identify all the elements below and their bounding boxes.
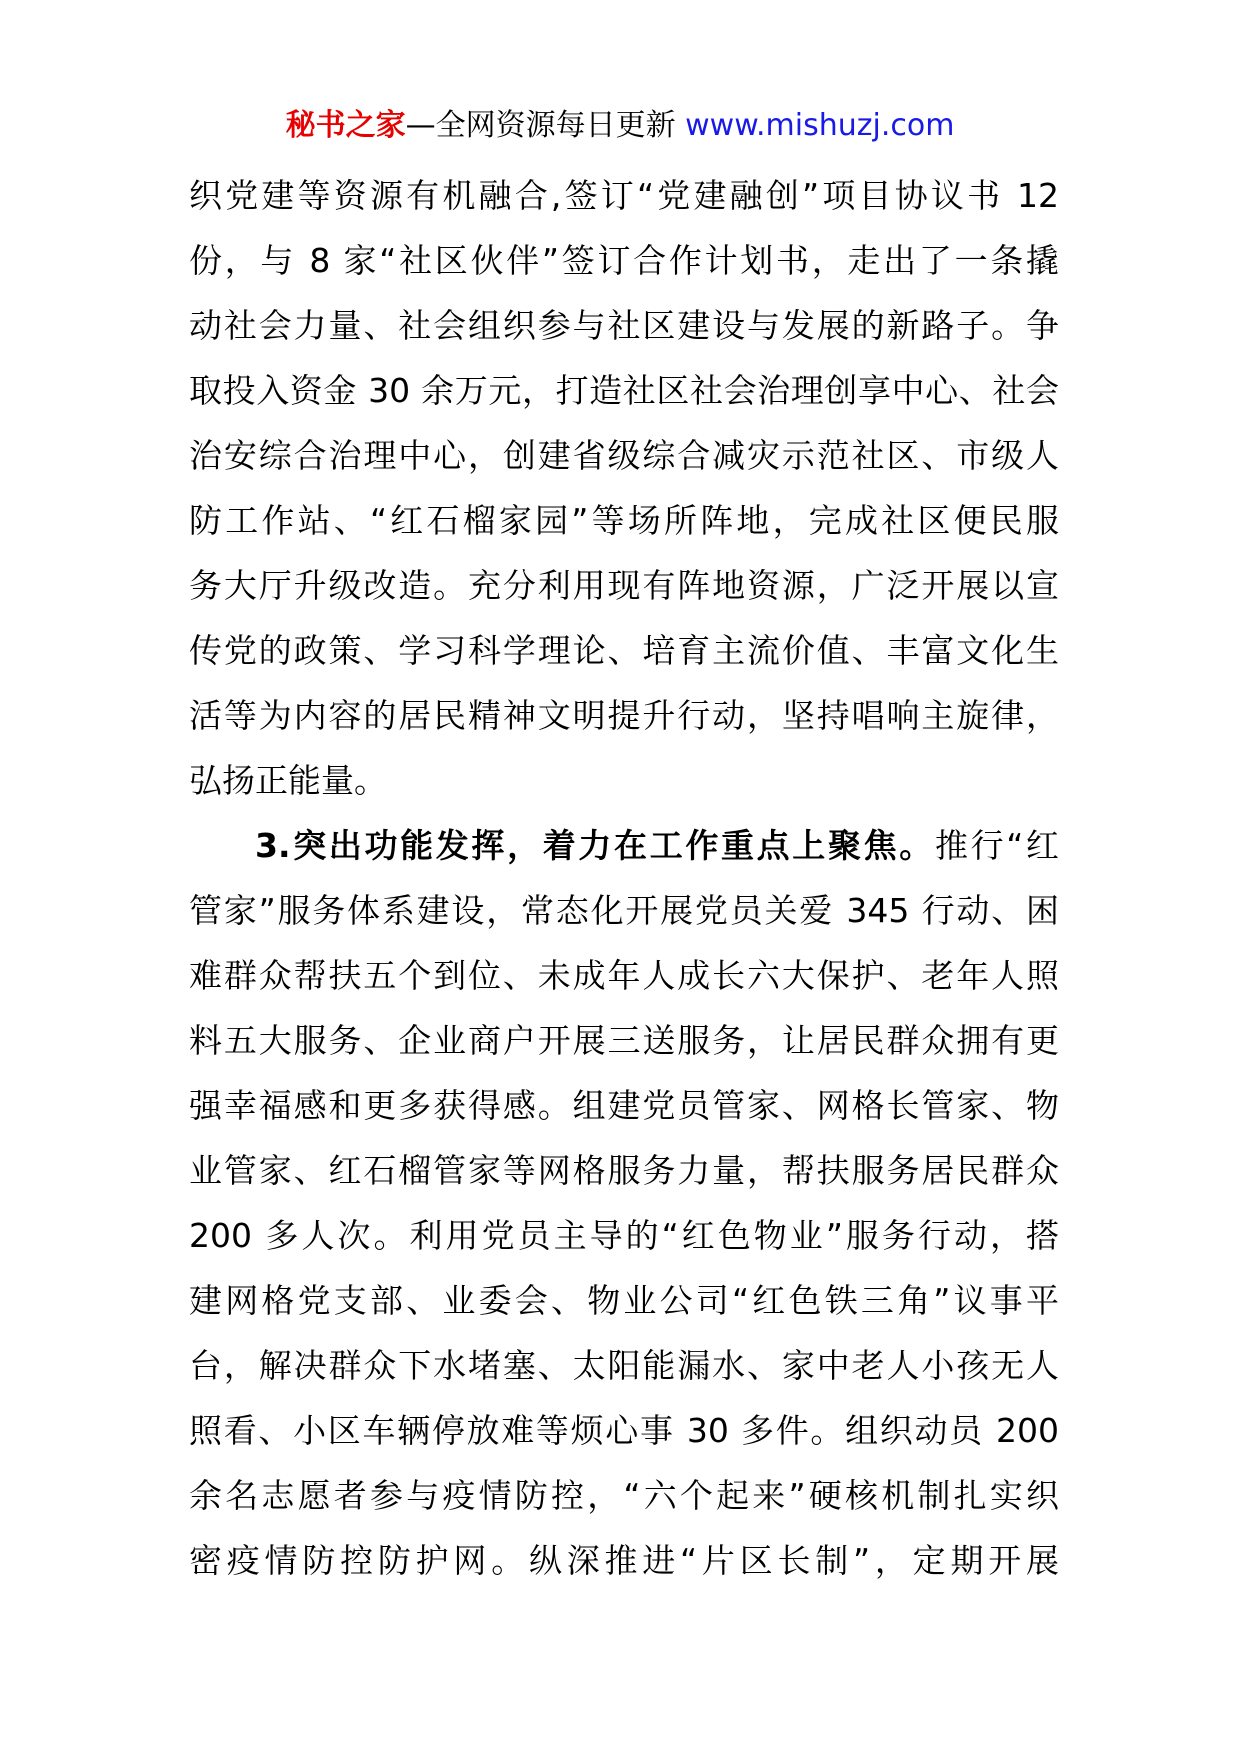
- text-line: 200 多人次。利用党员主导的“红色物业”服务行动，搭: [189, 1216, 1059, 1255]
- text-line-rest: 推行“红: [934, 826, 1059, 865]
- text-line: 密疫情防控防护网。纵深推进“片区长制”，定期开展: [189, 1541, 1059, 1580]
- watermark-header: [0, 104, 1240, 148]
- text-line: 难群众帮扶五个到位、未成年人成长六大保护、老年人照: [189, 956, 1059, 995]
- text-line: 照看、小区车辆停放难等烦心事 30 多件。组织动员 200: [189, 1411, 1059, 1450]
- text-line: 传党的政策、学习科学理论、培育主流价值、丰富文化生: [189, 631, 1059, 670]
- header-tagline: —全网资源每日更新: [405, 108, 686, 143]
- paragraph-2: [189, 813, 1059, 1593]
- header-brand: 秘书之家: [285, 108, 406, 143]
- text-line: 防工作站、“红石榴家园”等场所阵地，完成社区便民服: [189, 501, 1059, 540]
- text-line: 织党建等资源有机融合,签订“党建融创”项目协议书 12: [189, 176, 1059, 215]
- text-line: 动社会力量、社会组织参与社区建设与发展的新路子。争: [189, 306, 1059, 345]
- text-line: 业管家、红石榴管家等网格服务力量，帮扶服务居民群众: [189, 1151, 1059, 1190]
- text-line: 余名志愿者参与疫情防控，“六个起来”硬核机制扎实织: [189, 1476, 1059, 1515]
- text-line: 建网格党支部、业委会、物业公司“红色铁三角”议事平: [189, 1281, 1059, 1320]
- text-line: 务大厅升级改造。充分利用现有阵地资源，广泛开展以宣: [189, 566, 1059, 605]
- paragraph-first-line: [189, 813, 1059, 878]
- text-line: 活等为内容的居民精神文明提升行动，坚持唱响主旋律，: [189, 696, 1059, 735]
- header-url-link[interactable]: www.mishuzj.com: [685, 108, 955, 143]
- text-line: 份，与 8 家“社区伙伴”签订合作计划书，走出了一条撬: [189, 241, 1059, 280]
- text-line: 管家”服务体系建设，常态化开展党员关爱 345 行动、困: [189, 891, 1059, 930]
- document-body: [189, 163, 1059, 1593]
- text-line: 台，解决群众下水堵塞、太阳能漏水、家中老人小孩无人: [189, 1346, 1059, 1385]
- section-heading: 3.突出功能发挥，着力在工作重点上聚焦。: [255, 826, 935, 865]
- text-line: 取投入资金 30 余万元，打造社区社会治理创享中心、社会: [189, 371, 1059, 410]
- text-line: 弘扬正能量。: [189, 761, 387, 800]
- text-line: 强幸福感和更多获得感。组建党员管家、网格长管家、物: [189, 1086, 1059, 1125]
- text-line: 治安综合治理中心，创建省级综合减灾示范社区、市级人: [189, 436, 1059, 475]
- paragraph-1: [189, 163, 1059, 813]
- text-line: 料五大服务、企业商户开展三送服务，让居民群众拥有更: [189, 1021, 1059, 1060]
